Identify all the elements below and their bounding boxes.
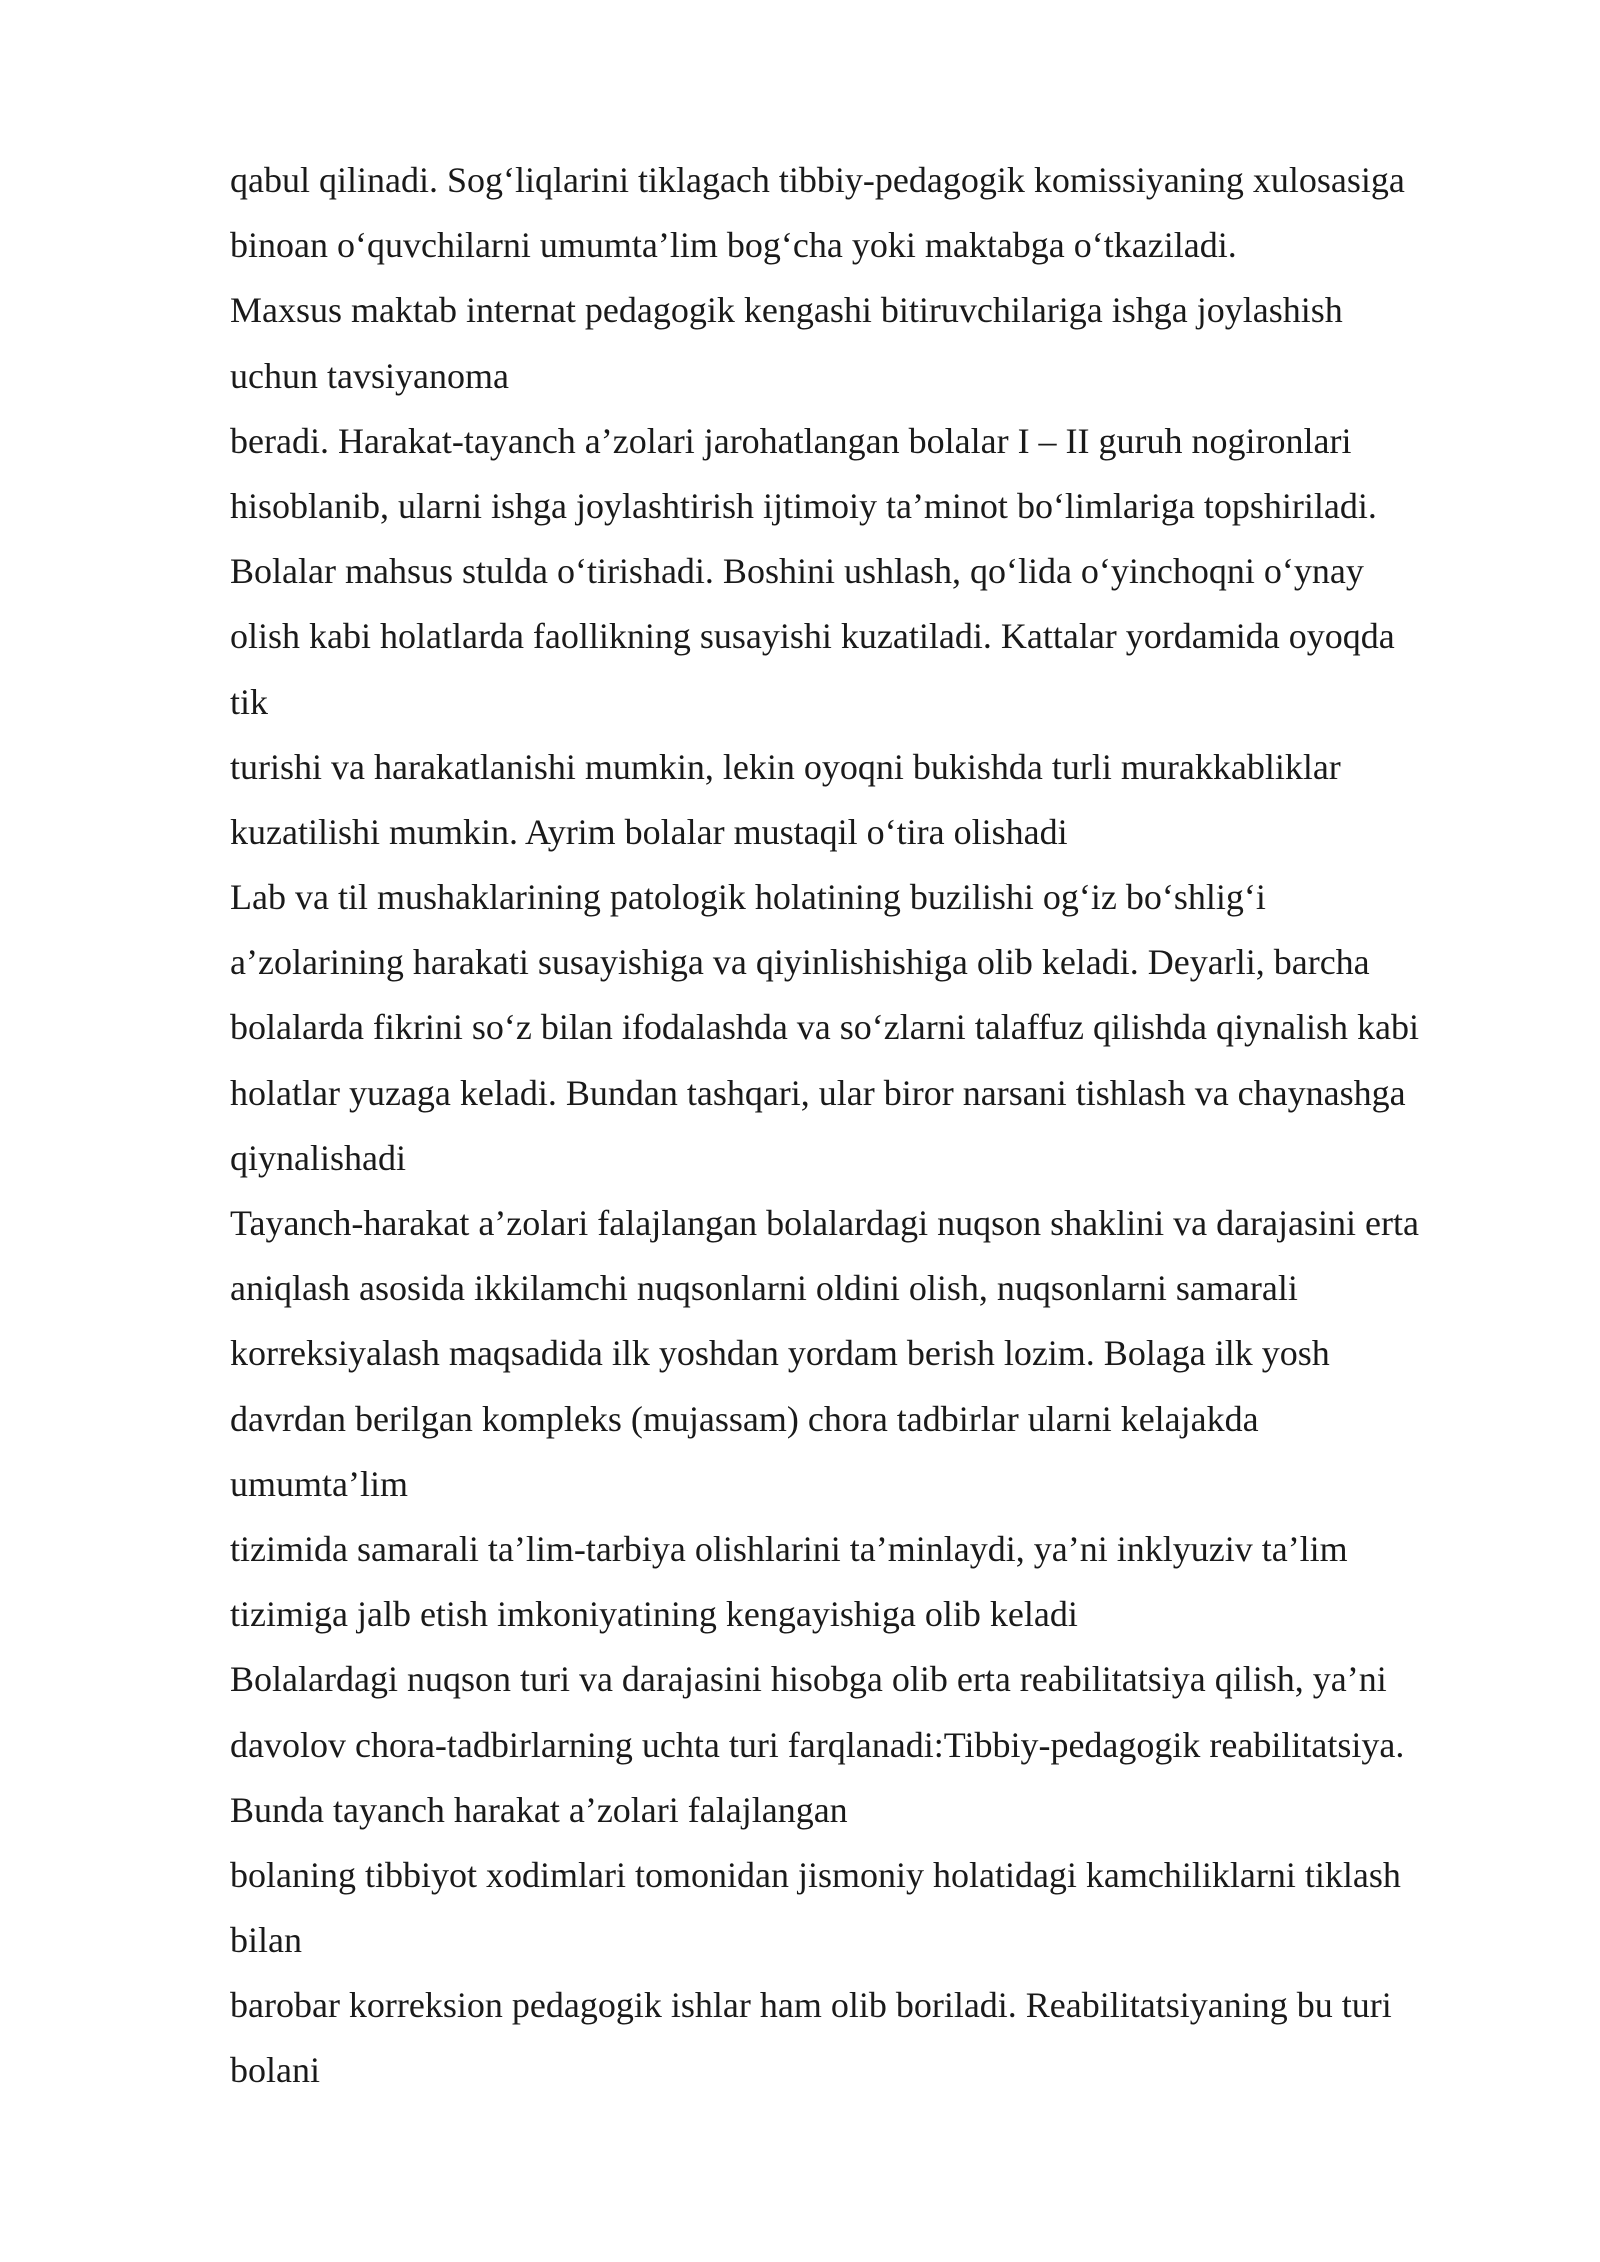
text-line: turishi va harakatlanishi mumkin, lekin oyoqni bukishda turli murakkabliklar	[230, 746, 1341, 787]
text-line: barobar korreksion pedagogik ishlar ham olib boriladi. Reabilitatsiyaning bu turi	[230, 1985, 1392, 2026]
text-line: davrdan berilgan kompleks (mujassam) chora tadbirlar ularni kelajakda	[230, 1398, 1259, 1439]
text-line: Bunda tayanch harakat a’zolari falajlangan	[230, 1789, 848, 1830]
text-line: tizimiga jalb etish imkoniyatining kengayishiga olib keladi	[230, 1594, 1078, 1635]
text-line: bolani	[230, 2050, 320, 2091]
text-line: tik	[230, 681, 269, 722]
text-line: qabul qilinadi. Sog‘liqlarini tiklagach tibbiy-pedagogik komissiyaning xulosasiga	[230, 160, 1405, 200]
text-line: bolaning tibbiyot xodimlari tomonidan jismoniy holatidagi kamchiliklarni tiklash	[230, 1854, 1401, 1895]
text-line: holatlar yuzaga keladi. Bundan tashqari, ular biror narsani tishlash va chaynashga	[230, 1072, 1406, 1113]
text-line: Bolalar mahsus stulda o‘tirishadi. Boshini ushlash, qo‘lida o‘yinchoqni o‘ynay	[230, 551, 1364, 592]
text-line: umumta’lim	[230, 1463, 408, 1504]
text-line: qiynalishadi	[230, 1137, 406, 1178]
text-line: Bolalardagi nuqson turi va darajasini hisobga olib erta reabilitatsiya qilish, ya’ni	[230, 1659, 1387, 1700]
text-line: hisoblanib, ularni ishga joylashtirish ijtimoiy ta’minot bo‘limlariga topshiriladi.	[230, 485, 1377, 526]
text-line: Lab va til mushaklarining patologik holatining buzilishi og‘iz bo‘shlig‘i	[230, 877, 1266, 918]
text-line: davolov chora-tadbirlarning uchta turi farqlanadi:Tibbiy-pedagogik reabilitatsiya.	[230, 1724, 1405, 1765]
text-line: a’zolarining harakati susayishiga va qiyinlishishiga olib keladi. Deyarli, barcha	[230, 942, 1370, 983]
text-line: bolalarda fikrini so‘z bilan ifodalashda va so‘zlarni talaffuz qilishda qiynalish kabi	[230, 1007, 1419, 1048]
text-line: Maxsus maktab internat pedagogik kengashi bitiruvchilariga ishga joylashish	[230, 290, 1343, 331]
text-line: korreksiyalash maqsadida ilk yoshdan yordam berish lozim. Bolaga ilk yosh	[230, 1333, 1330, 1374]
text-line: beradi. Harakat-tayanch a’zolari jarohatlangan bolalar I – II guruh nogironlari	[230, 420, 1352, 461]
text-line: aniqlash asosida ikkilamchi nuqsonlarni oldini olish, nuqsonlarni samarali	[230, 1268, 1298, 1309]
text-line: bilan	[230, 1920, 302, 1961]
text-line: binoan o‘quvchilarni umumta’lim bog‘cha yoki maktabga o‘tkaziladi.	[230, 225, 1237, 266]
document-body-text	[230, 148, 1530, 2104]
text-line: tizimida samarali ta’lim-tarbiya olishlarini ta’minlaydi, ya’ni inklyuziv ta’lim	[230, 1528, 1348, 1569]
text-line: kuzatilishi mumkin. Ayrim bolalar mustaqil o‘tira olishadi	[230, 811, 1068, 852]
text-line: uchun tavsiyanoma	[230, 355, 509, 396]
text-line: olish kabi holatlarda faollikning susayishi kuzatiladi. Kattalar yordamida oyoqda	[230, 616, 1395, 657]
text-line: Tayanch-harakat a’zolari falajlangan bolalardagi nuqson shaklini va darajasini erta	[230, 1203, 1419, 1243]
